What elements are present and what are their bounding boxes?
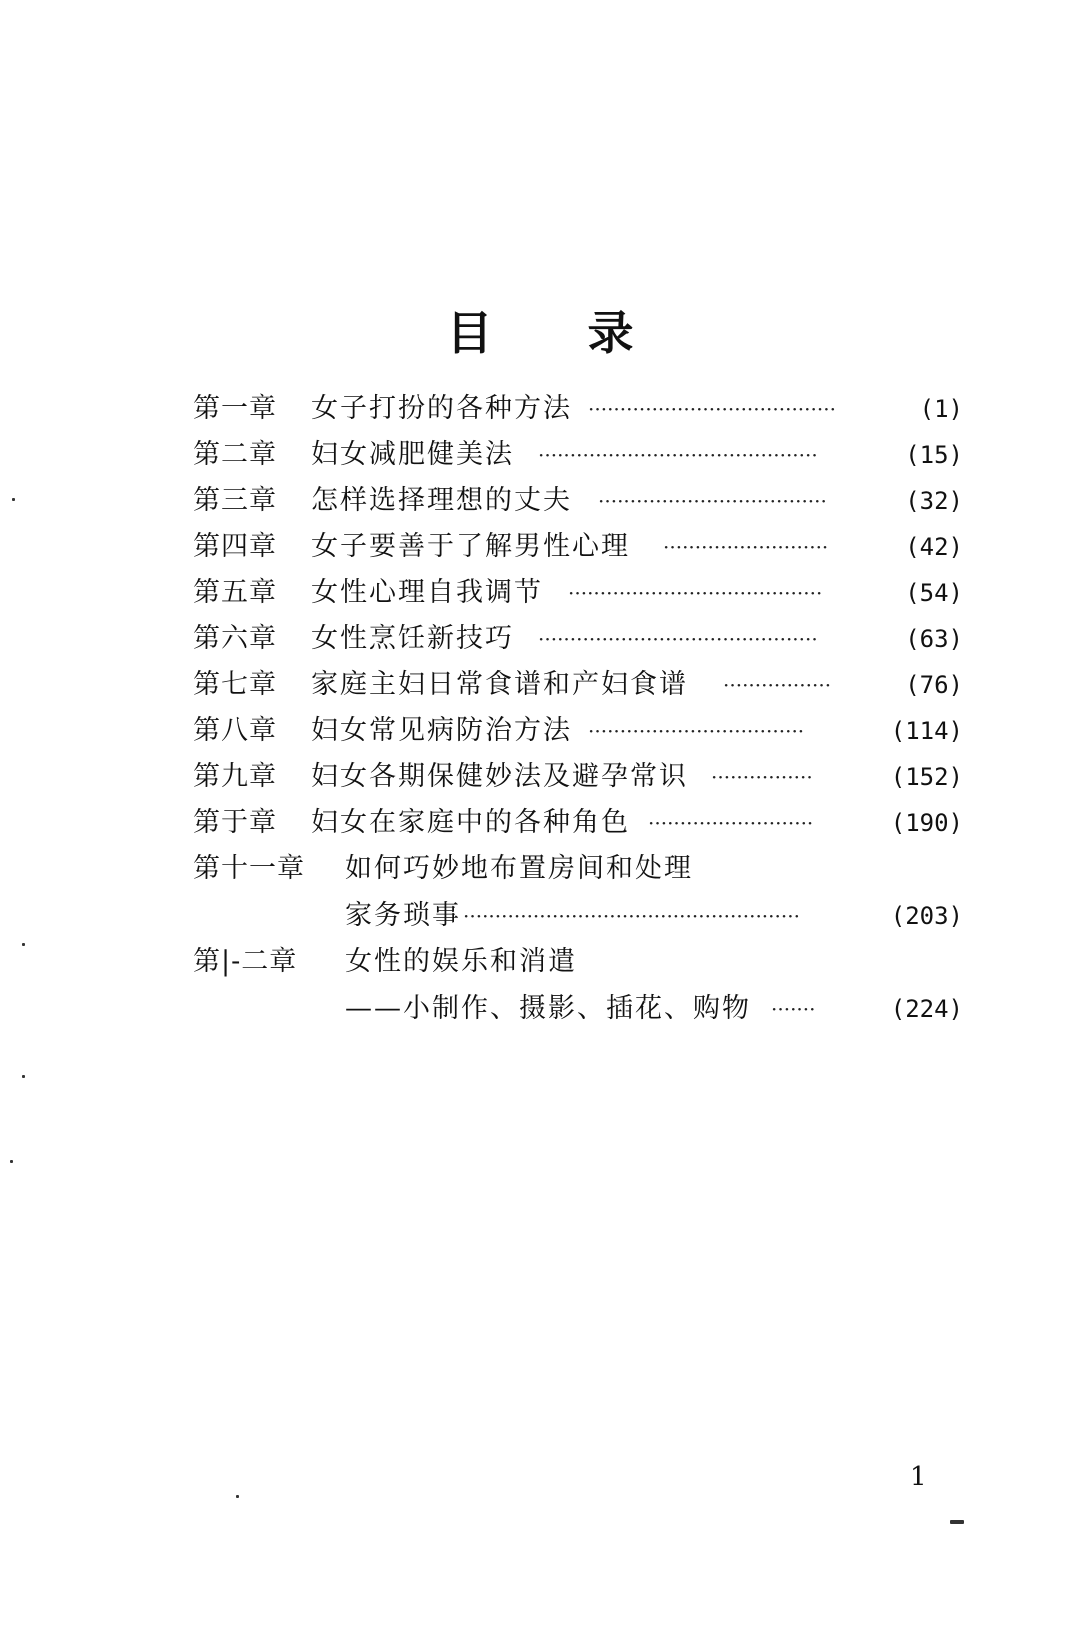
page-number: 1	[910, 1462, 927, 1492]
page-reference: (114)	[890, 717, 963, 745]
page-reference: (190)	[890, 809, 963, 837]
chapter-number: 第于章	[193, 807, 277, 838]
chapter-title: 女子打扮的各种方法	[311, 393, 572, 424]
chapter-title: 女性烹饪新技巧	[311, 623, 514, 654]
toc-entry	[193, 615, 963, 663]
chapter-number: 第|-二章	[193, 946, 298, 977]
chapter-title: 女子要善于了解男性心理	[311, 531, 630, 562]
leader-dots: ·······································	[588, 397, 836, 421]
chapter-number: 第七章	[193, 669, 277, 700]
leader-dots: ·····················································	[463, 904, 800, 928]
chapter-title: 妇女在家庭中的各种角色	[311, 807, 630, 838]
chapter-title: 如何巧妙地布置房间和处理	[345, 853, 693, 884]
chapter-title: 怎样选择理想的丈夫	[311, 485, 572, 516]
page-reference: (63)	[905, 625, 963, 653]
toc-entry	[193, 431, 963, 479]
chapter-number: 第八章	[193, 715, 277, 746]
title-char-2: 录	[587, 306, 634, 360]
page-reference: (15)	[905, 441, 963, 469]
chapter-number: 第十一章	[193, 853, 305, 884]
chapter-title: 女性心理自我调节	[311, 577, 543, 608]
leader-dots: ····································	[598, 489, 827, 513]
page-reference: (76)	[905, 671, 963, 699]
chapter-number: 第三章	[193, 485, 277, 516]
page-reference: (32)	[905, 487, 963, 515]
leader-dots: ················	[711, 765, 813, 789]
leader-dots: ········································	[568, 581, 823, 605]
scan-speck	[950, 1520, 964, 1524]
chapter-number: 第二章	[193, 439, 277, 470]
toc-entry	[193, 523, 963, 571]
title-char-1: 目	[446, 306, 493, 360]
leader-dots: ··························	[648, 811, 814, 835]
page-reference: (42)	[905, 533, 963, 561]
leader-dots: ·······	[771, 997, 816, 1021]
chapter-number: 第四章	[193, 531, 277, 562]
chapter-number: 第五章	[193, 577, 277, 608]
chapter-number: 第一章	[193, 393, 277, 424]
page-title	[0, 305, 1080, 361]
scan-speck	[22, 1075, 25, 1078]
page-reference: (54)	[905, 579, 963, 607]
toc-entry	[193, 938, 963, 986]
scan-speck	[22, 943, 25, 946]
chapter-title: 妇女常见病防治方法	[311, 715, 572, 746]
toc-entry	[193, 477, 963, 525]
leader-dots: ············································	[538, 627, 818, 651]
chapter-number: 第六章	[193, 623, 277, 654]
chapter-title-continued: 家务琐事	[345, 900, 461, 931]
chapter-title: 妇女各期保健妙法及避孕常识	[311, 761, 688, 792]
toc-entry-continuation	[193, 985, 963, 1033]
scan-speck	[10, 1160, 13, 1163]
toc-entry	[193, 707, 963, 755]
toc-entry	[193, 569, 963, 617]
page-reference: (203)	[890, 902, 963, 930]
leader-dots: ·················	[723, 673, 832, 697]
toc-entry-continuation	[193, 892, 963, 940]
page-reference: (224)	[890, 995, 963, 1023]
chapter-title: 家庭主妇日常食谱和产妇食谱	[311, 669, 688, 700]
toc-entry	[193, 845, 963, 893]
page-reference: (152)	[890, 763, 963, 791]
page-reference: (1)	[919, 395, 963, 423]
toc-entry	[193, 661, 963, 709]
leader-dots: ··························	[663, 535, 829, 559]
chapter-title: 妇女减肥健美法	[311, 439, 514, 470]
chapter-title-continued: ——小制作、摄影、插花、购物	[345, 993, 751, 1024]
scan-speck	[12, 498, 15, 501]
leader-dots: ············································	[538, 443, 818, 467]
chapter-title: 女性的娱乐和消遣	[345, 946, 577, 977]
toc-entry	[193, 385, 963, 433]
toc-entry	[193, 753, 963, 801]
chapter-number: 第九章	[193, 761, 277, 792]
leader-dots: ··································	[588, 719, 805, 743]
toc-entry	[193, 799, 963, 847]
scan-speck	[236, 1495, 239, 1498]
